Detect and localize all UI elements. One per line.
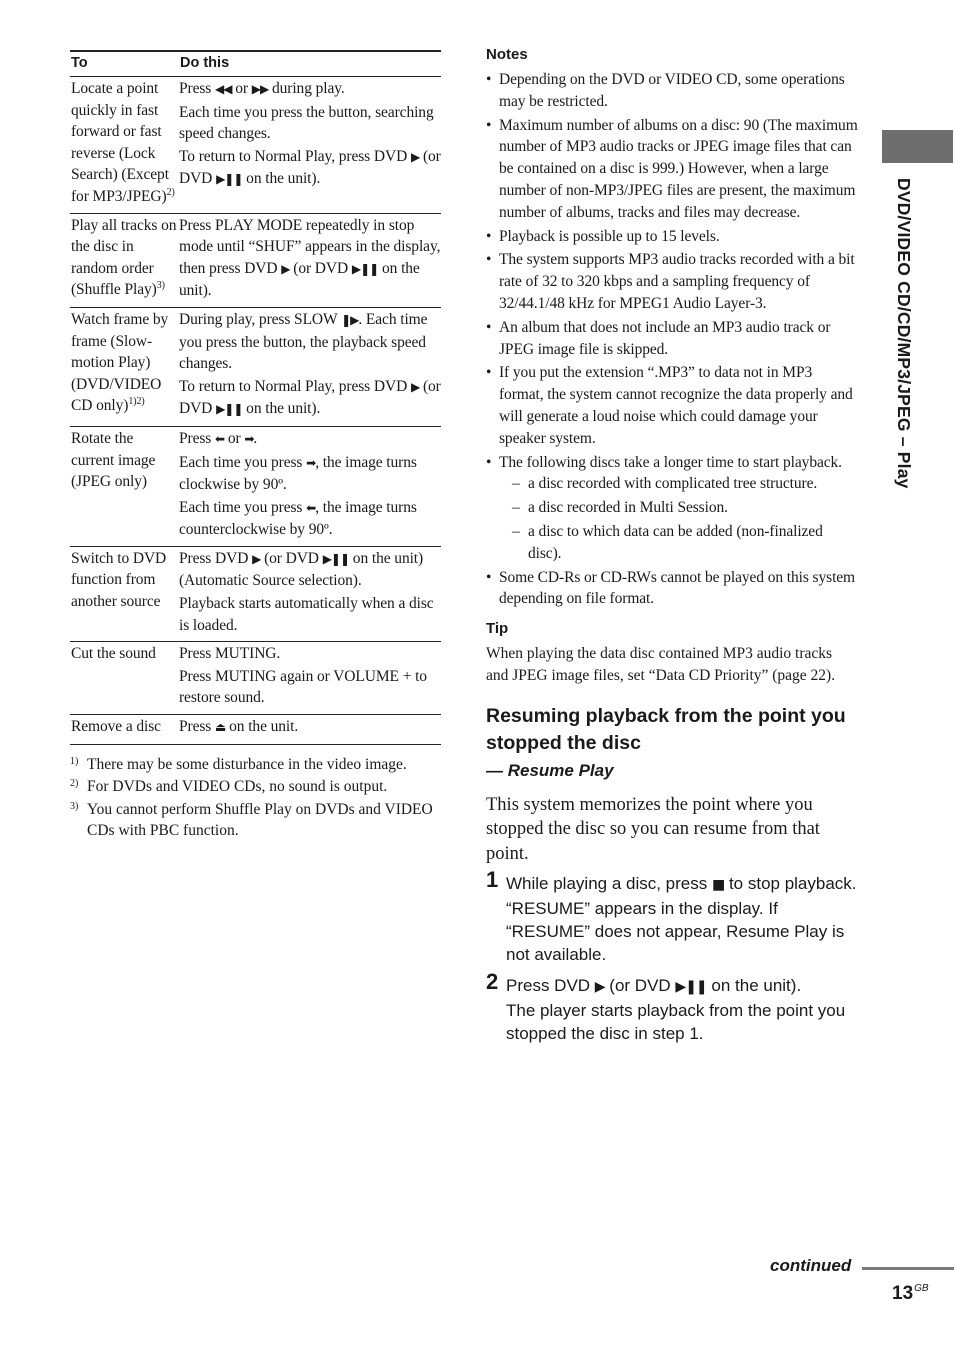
text-run: Each time you press [179, 498, 307, 516]
play-icon: ▶ [252, 551, 261, 566]
steps-list [486, 866, 858, 1045]
left-column [70, 50, 441, 843]
table-header-row [70, 51, 441, 77]
col-header-to: To [70, 51, 179, 77]
left-arrow-icon: ⬅ [215, 431, 225, 446]
note-item [486, 362, 858, 449]
text-run: Press DVD [506, 975, 595, 995]
note-item [486, 115, 858, 224]
instruction [179, 593, 441, 636]
section-tab-marker [882, 130, 953, 163]
text-run: during play. [268, 80, 345, 97]
footnote-ref: 1)2) [128, 396, 145, 408]
step [486, 866, 858, 966]
table-row [70, 77, 441, 214]
note-sub-text: a disc to which data can be added (non-finalized disc). [528, 522, 823, 562]
page-number-suffix: GB [914, 1283, 929, 1294]
instruction [179, 102, 441, 145]
page-number-value: 13 [892, 1283, 914, 1304]
text-run: on the unit). [242, 170, 321, 188]
section-intro: This system memorizes the point where you stopped the disc so you can resume from that point. [486, 794, 820, 864]
rewind-icon: ◀◀ [215, 82, 232, 96]
text-run: to stop playback. [724, 873, 857, 893]
right-arrow-icon: ➡ [244, 431, 254, 446]
text-run: (or DVD [179, 147, 441, 188]
tip-text: When playing the data disc contained MP3 audio tracks and JPEG image files, set “Data CD Priority” (page 22). [486, 645, 836, 684]
step [486, 968, 858, 1045]
cell-do-this [179, 642, 441, 715]
footnote-text: There may be some disturbance in the video image. [87, 755, 407, 773]
note-text: If you put the extension “.MP3” to data not in MP3 format, the system cannot recognize the data properly and will generate a loud noise which could damage your speaker system. [499, 364, 853, 447]
continued-label: continued [770, 1256, 852, 1275]
table-row [70, 426, 441, 546]
step-detail: The player starts playback from the point you stopped the disc in step 1. [506, 1000, 846, 1043]
text-run: . Each time you press the button, the playback speed changes. [179, 310, 428, 373]
footnote-number: 2) [70, 778, 79, 790]
table-row [70, 546, 441, 641]
note-text: Depending on the DVD or VIDEO CD, some operations may be restricted. [499, 71, 845, 110]
text-run: Press MUTING. [179, 645, 281, 663]
note-item [486, 567, 858, 611]
stop-icon: ■ [711, 876, 725, 893]
instruction [179, 428, 441, 451]
cell-to [70, 642, 179, 715]
cell-to [70, 715, 179, 745]
section-tab-label: DVD/VIDEO CD/CD/MP3/JPEG – Play [894, 178, 914, 489]
step-number: 1 [486, 866, 499, 892]
step-instruction [506, 974, 858, 999]
instruction [179, 666, 441, 709]
cell-to-text: Watch frame by frame (Slow-motion Play) (DVD/VIDEO CD only) [71, 310, 169, 415]
text-run: Press PLAY MODE repeatedly in stop mode until “SHUF” appears in the display, then press DVD [179, 216, 441, 277]
right-column [486, 44, 858, 1053]
text-run: Playback starts automatically when a disc is loaded. [179, 595, 434, 634]
step-number: 2 [486, 968, 499, 994]
text-run: on the unit). [242, 400, 321, 418]
text-run: or [224, 429, 245, 447]
note-item [486, 69, 858, 113]
text-run: Each time you press [179, 453, 307, 471]
left-arrow-icon: ⬅ [306, 500, 316, 515]
step-detail: “RESUME” appears in the display. If “RESUME” does not appear, Resume Play is not available. [506, 898, 845, 964]
table-row [70, 307, 441, 426]
step-instruction [506, 872, 858, 897]
table-row [70, 213, 441, 307]
text-run: Each time you press the button, searching speed changes. [179, 103, 434, 143]
text-run: . [253, 429, 258, 447]
note-item [486, 226, 858, 248]
slow-icon: ❚▶ [341, 312, 359, 327]
section-title: Resuming playback from the point you stopped the disc [486, 704, 846, 754]
cell-to-text: Remove a disc [71, 718, 161, 736]
cell-do-this [179, 213, 441, 307]
notes-list [486, 69, 858, 610]
play-icon: ▶ [281, 261, 290, 276]
note-sub-item [499, 473, 858, 495]
cell-do-this [179, 715, 441, 745]
text-run: on the unit. [225, 718, 299, 736]
text-run: or [231, 80, 252, 97]
play-pause-icon: ▶❚❚ [351, 261, 379, 276]
section-subtitle: — Resume Play [486, 760, 614, 780]
cell-to [70, 546, 179, 641]
instruction [179, 643, 441, 665]
tip-heading: Tip [486, 620, 509, 638]
footnote-ref: 3) [156, 280, 165, 292]
footnote-number: 1) [70, 755, 79, 767]
footnote-text: You cannot perform Shuffle Play on DVDs and VIDEO CDs with PBC function. [87, 800, 433, 840]
cell-to [70, 213, 179, 307]
instruction [179, 548, 441, 592]
instruction [179, 716, 441, 739]
instruction [179, 452, 441, 496]
play-pause-icon: ▶❚❚ [216, 402, 243, 417]
notes-heading: Notes [486, 46, 528, 63]
note-text: Playback is possible up to 15 levels. [499, 227, 720, 245]
note-item [486, 317, 858, 361]
cell-to [70, 77, 179, 214]
note-text: An album that does not include an MP3 audio track or JPEG image file is skipped. [499, 318, 831, 358]
play-icon: ▶ [410, 379, 420, 394]
instruction [179, 376, 441, 421]
instruction [179, 146, 441, 191]
footnote [70, 754, 441, 776]
play-pause-icon: ▶❚❚ [675, 978, 707, 995]
text-run: Press [179, 718, 216, 736]
page-number [892, 1283, 929, 1305]
operations-table [70, 50, 441, 745]
instruction [179, 78, 441, 101]
note-text: The following discs take a longer time to start playback. [499, 453, 842, 471]
note-sub-text: a disc recorded with complicated tree structure. [528, 475, 818, 493]
text-run: (or DVD [604, 975, 676, 995]
text-run: , the image turns clockwise by 90º. [179, 453, 417, 494]
text-run: Press MUTING again or VOLUME + to restore sound. [179, 667, 427, 707]
text-run: on the unit). [706, 975, 802, 995]
cell-to-text: Rotate the current image (JPEG only) [71, 429, 156, 491]
col-header-do-this: Do this [179, 51, 441, 77]
cell-do-this [179, 307, 441, 426]
note-item [486, 249, 858, 314]
right-arrow-icon: ➡ [306, 455, 316, 470]
text-run: Press DVD [179, 549, 253, 567]
footnote-number: 3) [70, 800, 79, 812]
text-run: , the image turns counterclockwise by 90º. [179, 498, 417, 539]
text-run: Press [179, 429, 216, 447]
footnote [70, 776, 441, 798]
text-run: on the unit). [179, 259, 420, 300]
continued-rule [862, 1267, 954, 1270]
cell-do-this [179, 77, 441, 214]
fast-forward-icon: ▶▶ [251, 82, 269, 96]
table-row [70, 715, 441, 745]
instruction [179, 215, 441, 302]
text-run: To return to Normal Play, press DVD [179, 147, 411, 165]
footnote-ref: 2) [166, 186, 175, 198]
table-row [70, 642, 441, 715]
instruction [179, 309, 441, 375]
note-sub-item [499, 497, 858, 519]
footnote-text: For DVDs and VIDEO CDs, no sound is output. [87, 778, 388, 796]
text-run: Press [179, 80, 216, 97]
note-sub-item [499, 521, 858, 565]
play-icon: ▶ [410, 149, 420, 164]
footnote [70, 799, 441, 842]
cell-to [70, 426, 179, 546]
text-run: To return to Normal Play, press DVD [179, 377, 411, 395]
cell-to-text: Cut the sound [71, 645, 156, 663]
cell-to-text: Switch to DVD function from another source [71, 549, 167, 611]
note-item [486, 452, 858, 565]
note-text: The system supports MP3 audio tracks recorded with a bit rate of 32 to 320 kbps and a sampling frequency of 32/44.1/48 kHz for MPEG1 Audio Layer-3. [499, 251, 855, 312]
cell-do-this [179, 426, 441, 546]
eject-icon: ⏏ [215, 720, 226, 735]
cell-do-this [179, 546, 441, 641]
footnotes [70, 754, 441, 842]
text-run: (or DVD [260, 549, 323, 567]
play-icon: ▶ [594, 978, 605, 995]
text-run: During play, press SLOW [179, 310, 342, 328]
cell-to-text: Locate a point quickly in fast forward or fast reverse (Lock Search) (Except for MP3/JPEG) [71, 80, 169, 205]
play-pause-icon: ▶❚❚ [216, 172, 243, 187]
note-text: Maximum number of albums on a disc: 90 (The maximum number of MP3 audio tracks or JPEG image files that can be contained on a disc is 999.) However, when a large number of non-MP3/JPEG files are present, the maximum number of albums, tracks and files may decrease. [499, 116, 858, 221]
play-pause-icon: ▶❚❚ [322, 551, 350, 566]
note-sub-list [499, 473, 858, 564]
note-sub-text: a disc recorded in Multi Session. [528, 499, 728, 517]
text-run: (or DVD [289, 259, 352, 277]
text-run: (or DVD [179, 377, 441, 418]
instruction [179, 497, 441, 541]
note-text: Some CD-Rs or CD-RWs cannot be played on this system depending on file format. [499, 568, 856, 608]
cell-to [70, 307, 179, 426]
text-run: While playing a disc, press [506, 873, 712, 893]
text-run: on the unit) (Automatic Source selection). [179, 549, 424, 590]
cell-to-text: Play all tracks on the disc in random order (Shuffle Play) [71, 216, 177, 299]
